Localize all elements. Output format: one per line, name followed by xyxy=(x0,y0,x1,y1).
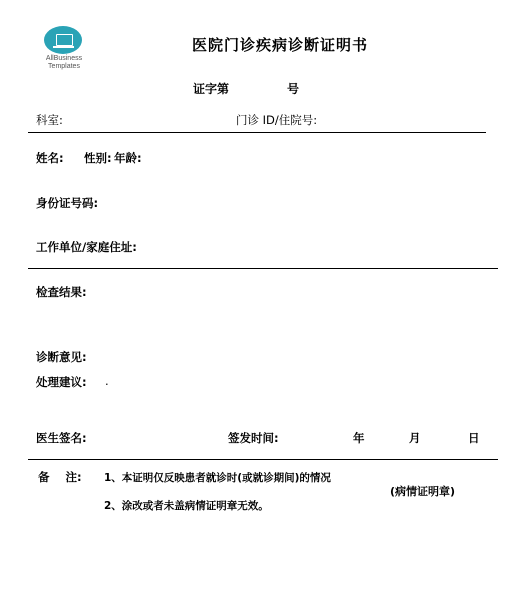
divider-top xyxy=(28,132,486,133)
address-label: 工作单位/家庭住址: xyxy=(36,240,137,254)
year-label: 年 xyxy=(353,431,365,445)
laptop-icon xyxy=(44,26,82,54)
diagnosis-label: 诊断意见: xyxy=(36,350,87,364)
company-logo xyxy=(36,26,96,72)
logo-text xyxy=(36,55,92,71)
logo-line-2: Templates xyxy=(48,63,80,70)
name-label: 姓名: xyxy=(36,151,64,165)
divider-patient xyxy=(28,268,498,269)
seal-placeholder: (病情证明章) xyxy=(390,485,456,498)
document-title: 医院门诊疾病诊断证明书 xyxy=(192,36,369,54)
day-label: 日 xyxy=(468,431,480,445)
outpatient-id-label: 门诊 ID/住院号: xyxy=(236,113,318,127)
gender-label: 性别: xyxy=(84,151,112,165)
certificate-number xyxy=(193,80,299,97)
treatment-label: 处理建议: xyxy=(36,375,87,389)
logo-line-1: AllBusiness xyxy=(45,55,83,62)
department-label: 科室: xyxy=(36,113,63,127)
month-label: 月 xyxy=(409,431,421,445)
age-label: 年龄: xyxy=(114,151,142,165)
id-number-label: 身份证号码: xyxy=(36,196,99,210)
treatment-value: . xyxy=(105,374,109,388)
divider-signature xyxy=(28,459,498,460)
cert-suffix: 号 xyxy=(287,82,300,96)
doctor-signature-label: 医生签名: xyxy=(36,431,87,445)
note-item-2: 2、涂改或者未盖病情证明章无效。 xyxy=(104,500,269,512)
note-item-1: 1、本证明仅反映患者就诊时(或就诊期间)的情况 xyxy=(104,472,331,484)
exam-results-label: 检查结果: xyxy=(36,285,87,299)
notes-label: 备 注: xyxy=(38,470,82,484)
issue-time-label: 签发时间: xyxy=(228,431,279,445)
cert-prefix: 证字第 xyxy=(193,82,230,96)
